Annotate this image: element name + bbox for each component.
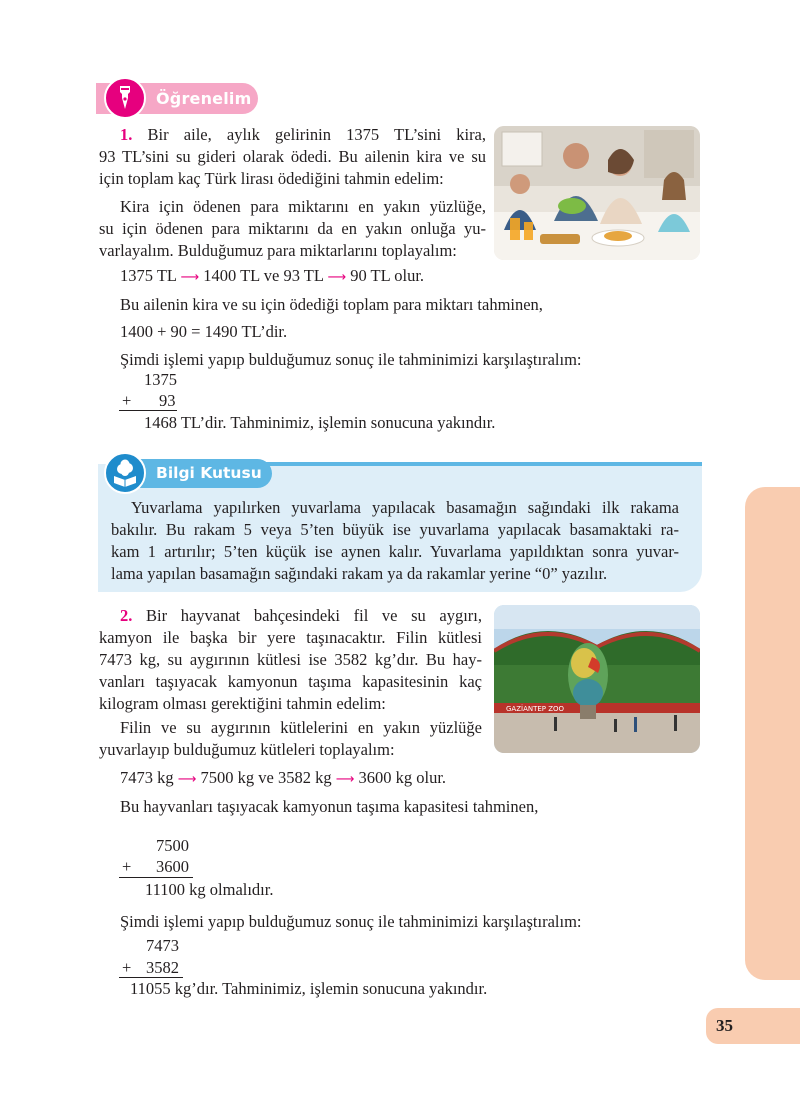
arrow-icon: ⟶ [335,772,355,787]
ex2-paragraph-3: Bu hayvanları taşıyacak kamyonun taşıma kapasitesi tahminen, [120,797,539,816]
sum-line [119,410,177,411]
ex2-p1-line: Bir hayvanat bahçesindeki fil ve su aygırı, [146,606,483,625]
ex2-p1-line: kamyon ile başka bir yere taşınacaktır. Filin kütlesi [99,628,482,647]
page-number: 35 [716,1016,733,1035]
ex1-p2-line: Kira için ödenen para miktarını en yakın yüzlüğe, [120,197,486,216]
arrow-icon: ⟶ [327,270,347,285]
ex2-round-b: 7500 kg ve 3582 kg [200,768,332,787]
side-tab [745,487,800,980]
ex1-estimate: 1400 + 90 = 1490 TL’dir. [120,322,288,341]
ex2-p1-line: 7473 kg, su aygırının kütlesi ise 3582 kg’dır. Bu hay- [99,650,482,669]
ex1-addend-top: 1375 [144,370,177,389]
ex2-add2-result: 11055 kg’dır. Tahminimiz, işlemin sonucuna yakındır. [130,979,488,998]
sum-line [119,977,183,978]
plus-sign: + [122,857,132,876]
plus-sign: + [122,391,132,410]
ex1-p1-line: Bir aile, aylık gelirinin 1375 TL’sini kira, [147,125,487,144]
ex1-round-a: 1375 TL [120,266,177,285]
ex1-p2-line: varlayalım. Bulduğumuz para miktarlarını toplayalım: [99,241,457,260]
ex2-add2-top: 7473 [146,936,179,955]
learn-title: Öğrenelim [156,89,252,108]
info-line-text: Yuvarlama yapılırken yuvarlama yapılacak basamağın sağındaki ilk rakama [131,498,679,517]
zoo-entrance-photo [494,605,700,753]
ex1-result: 1468 TL’dir. Tahminimiz, işlemin sonucuna yakındır. [144,413,496,432]
family-dinner-photo [494,126,700,260]
info-line-text: bakılır. Bu rakam 5 veya 5’ten büyük ise yuvarlama yapılacak basamaktaki ra- [111,520,679,539]
ex1-p1-line: 93 TL’sini su gideri olarak ödedi. Bu ailenin kira ve su [99,147,486,166]
info-line-text: lama yapılan basamağın sağındaki rakam ya da rakamlar yerine “0” yazılır. [111,564,608,583]
ex1-round-b: 1400 TL ve 93 TL [203,266,324,285]
ex1-number: 1. [120,125,133,144]
ex2-p2-line: Filin ve su aygırının kütlelerini en yakın yüzlüğe [120,718,482,737]
ex1-p2-line: su için ödenen para miktarını da en yakın onluğa yu- [99,219,486,238]
sum-line [119,877,193,878]
zoo-sign: GAZİANTEP ZOO [506,705,565,713]
ex2-add1-second: 3600 [156,857,189,876]
ex2-p1-line: vanları taşıyacak kamyonun taşıma kapasitesinin kaç [99,672,482,691]
ex2-paragraph-4: Şimdi işlemi yapıp bulduğumuz sonuç ile tahminimizi karşılaştıralım: [120,912,582,931]
open-book-icon [104,452,146,494]
ex1-paragraph-4: Şimdi işlemi yapıp bulduğumuz sonuç ile tahminimizi karşılaştıralım: [120,350,582,369]
ex1-rounding-line [120,266,424,288]
plus-sign: + [122,958,132,977]
arrow-icon: ⟶ [177,772,197,787]
arrow-icon: ⟶ [180,270,200,285]
ex2-round-c: 3600 kg olur. [358,768,447,787]
pen-nib-icon [104,77,146,119]
info-line-text: kam 1 artırılır; 5’ten küçük ise aynen kalır. Yuvarlama yapıldıktan sonra yuvar- [111,542,679,561]
ex2-number: 2. [120,606,133,625]
ex2-round-a: 7473 kg [120,768,174,787]
ex2-p1-line: kilogram olması gerektiğini tahmin edelim: [99,694,386,713]
ex2-add2-second: 3582 [146,958,179,977]
ex2-add1-result: 11100 kg olmalıdır. [145,880,274,899]
ex1-addend-second: 93 [159,391,176,410]
ex2-p2-line: yuvarlayıp bulduğumuz kütleleri toplayalım: [99,740,395,759]
ex1-p1-line: için toplam kaç Türk lirası ödediğini tahmin edelim: [99,169,444,188]
info-title: Bilgi Kutusu [156,464,262,482]
ex2-rounding-line [120,768,446,790]
ex2-paragraph-1 [120,606,482,626]
ex1-paragraph-3: Bu ailenin kira ve su için ödediği toplam para miktarı tahminen, [120,295,543,314]
ex1-paragraph-1 [120,125,486,145]
ex1-round-c: 90 TL olur. [350,266,425,285]
ex2-add1-top: 7500 [156,836,189,855]
